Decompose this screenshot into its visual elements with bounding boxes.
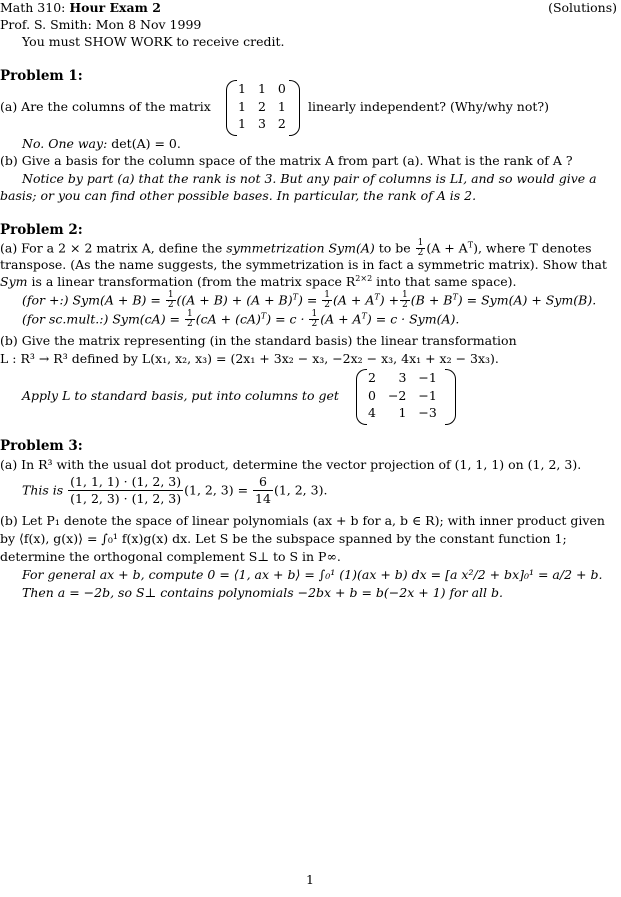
projection-den: (1, 2, 3) · (1, 2, 3) (70, 490, 182, 506)
p1-matrix-table (232, 80, 292, 133)
p3-b-answer-2: Then a = −2b, so S⊥ contains polynomials −2bx + b = b(−2x + 1) for all b. (22, 585, 503, 600)
sc-4: (A + A (320, 311, 362, 327)
p2-a-line1 (0, 239, 592, 259)
p1-a-answer-lead: No. One way: (22, 136, 108, 151)
half-num: 1 (187, 309, 193, 319)
p2-matrix-cell: 4 (368, 405, 376, 421)
p1-a-question-pre: (a) Are the columns of the matrix (0, 99, 211, 114)
p2-matrix-cell: 0 (368, 387, 376, 403)
p1-a-answer (22, 136, 181, 152)
half-num: 1 (167, 290, 174, 300)
problem-3-title: Problem 3: (0, 438, 83, 454)
p3-b-line2: by ⟨f(x), g(x)⟩ = ∫₀¹ f(x)g(x) dx. Let S be the subspace spanned by the constant function 1; (0, 531, 567, 546)
half-den: 2 (417, 248, 424, 259)
p1-b-question: (b) Give a basis for the column space of the matrix A from part (a). What is the rank of A ? (0, 153, 573, 168)
half-fraction (185, 310, 195, 330)
transpose-sup: T (452, 292, 458, 302)
p2-a-line1-end: ), where T denotes (473, 240, 592, 256)
p2-b-answer: Apply L to standard basis, put into columns to get (22, 388, 339, 403)
sc-5: ) = c · Sym(A). (366, 311, 460, 327)
half-fraction (400, 291, 410, 311)
half-fraction (322, 291, 332, 311)
sc-2: (cA + (cA) (195, 311, 261, 327)
half-num: 1 (324, 290, 331, 300)
p3-b-line3: determine the orthogonal complement S⊥ to S in P∞. (0, 549, 341, 564)
p2-a-line1-text: (a) For a 2 × 2 matrix A, define the (0, 240, 223, 256)
half-fraction (416, 239, 426, 259)
p1-matrix-row (232, 98, 292, 116)
p1-matrix-cell: 0 (277, 81, 286, 96)
projection-fraction (68, 474, 183, 506)
p1-matrix-cell: 1 (238, 81, 246, 96)
half-fraction (309, 310, 319, 330)
p2-matrix-cell: 2 (368, 370, 376, 385)
p2-matrix-cell: −1 (418, 387, 437, 403)
half-den: 2 (187, 319, 193, 330)
p1-matrix-cell: 1 (238, 98, 246, 114)
professor-line: Prof. S. Smith: Mon 8 Nov 1999 (0, 17, 202, 32)
p1-a-answer-det: det(A) = 0. (111, 136, 181, 151)
transpose-sup: T (467, 240, 474, 250)
p1-matrix-cell: 2 (257, 98, 266, 114)
p2-b-line1: (b) Give the matrix representing (in the standard basis) the linear transformation (0, 333, 517, 348)
transpose-sup: T (361, 311, 367, 321)
plus-2: ((A + B) + (A + B) (176, 292, 293, 308)
p1-a-question (0, 99, 211, 115)
p2-matrix-cell: 3 (398, 370, 407, 385)
p2-b-line2: L : R³ → R³ defined by L(x₁, x₂, x₃) = (2x₁ + 3x₂ − x₃, −2x₂ − x₃, 4x₁ + x₂ − 3x₃). (0, 351, 499, 366)
p2-matrix-cell: −1 (418, 370, 437, 385)
p1-matrix-cell: 1 (238, 116, 246, 132)
p1-matrix-cell: 2 (277, 116, 286, 132)
solutions-label: (Solutions) (548, 0, 617, 15)
p3-b-answer-1: For general ax + b, compute 0 = ⟨1, ax + b⟩ = ∫₀¹ (1)(ax + b) dx = [a x²/2 + bx]₀¹ = a/2 + b. (22, 567, 603, 582)
p1-matrix-row (232, 80, 292, 98)
half-den: 2 (324, 300, 331, 311)
half-den: 2 (167, 300, 174, 311)
p3-b-line1: (b) Let P₁ denote the space of linear polynomials (ax + b for a, b ∈ R); with inner product given (0, 513, 605, 528)
p2-matrix-cell: −3 (418, 405, 437, 421)
p1-matrix-cell: 3 (257, 116, 266, 132)
p1-matrix-cell: 1 (277, 98, 286, 114)
half-num: 1 (417, 238, 424, 248)
ratio-num: 6 (253, 474, 273, 491)
p2-matrix-cell: −2 (387, 387, 407, 403)
plus-1: (for +:) Sym(A + B) = (22, 292, 161, 308)
projection-num: (1, 1, 1) · (1, 2, 3) (70, 474, 182, 489)
plus-5: ) + (379, 292, 400, 308)
p2-matrix-row (362, 404, 443, 422)
dim-sup: 2×2 (355, 274, 373, 283)
p2-matrix-cell: 1 (398, 405, 407, 421)
page-number: 1 (306, 872, 314, 887)
p2-a-line2: transpose. (As the name suggests, the symmetrization is in fact a symmetric matrix). Show that (0, 257, 607, 272)
p2-sym-word: Sym (0, 274, 28, 290)
transpose-sup: T (292, 292, 298, 302)
sc-1: (for sc.mult.:) Sym(cA) = (22, 311, 181, 327)
half-num: 1 (311, 309, 318, 319)
half-num: 1 (402, 290, 408, 300)
p3-a-question: (a) In R³ with the usual dot product, determine the vector projection of (1, 1, 1) on (1, 2, 3). (0, 457, 582, 472)
p3-a-mid: (1, 2, 3) = (184, 482, 249, 498)
plus-7: ) = Sym(A) + Sym(B). (457, 292, 597, 308)
p2-a-line3 (0, 274, 516, 290)
transpose-sup: T (260, 311, 267, 321)
p3-a-lead: This is (22, 482, 64, 498)
p2-additivity (22, 291, 596, 311)
instructions: You must SHOW WORK to receive credit. (22, 34, 285, 49)
plus-6: (B + B (410, 292, 453, 308)
exam-header (0, 0, 161, 16)
course-label: Math 310: (0, 0, 66, 15)
problem-2-title: Problem 2: (0, 222, 83, 238)
p1-matrix-cell: 1 (257, 81, 266, 96)
problem-1-title: Problem 1: (0, 68, 83, 84)
half-fraction (166, 291, 176, 311)
p1-b-answer-line1: Notice by part (a) that the rank is not 3. But any pair of columns is LI, and so would give a (22, 171, 597, 186)
p2-a-line3-end: into that same space). (376, 274, 517, 290)
plus-3: ) = (297, 292, 318, 308)
ratio-fraction (253, 474, 273, 506)
p2-matrix-table (362, 369, 443, 422)
p1-matrix-row (232, 115, 292, 133)
p2-a-to-be: to be (378, 240, 411, 256)
sc-3: ) = c · (266, 311, 305, 327)
p1-a-question-post: linearly independent? (Why/why not?) (308, 99, 549, 114)
p2-a-expr: (A + A (426, 240, 468, 256)
p2-matrix-row (362, 369, 443, 387)
plus-4: (A + A (333, 292, 375, 308)
p2-scalar-mult (22, 310, 459, 330)
p1-matrix (226, 80, 300, 136)
p2-a-line3-text: is a linear transformation (from the matrix space R (31, 274, 356, 290)
p2-a-sym-term: symmetrization Sym(A) (226, 240, 375, 256)
p3-a-end: (1, 2, 3). (273, 482, 328, 498)
p1-b-answer-line2: basis; or you can find other possible bases. In particular, the rank of A is 2. (0, 188, 477, 203)
p3-a-answer (22, 474, 327, 506)
transpose-sup: T (374, 292, 380, 302)
p2-matrix (356, 369, 456, 425)
p2-matrix-row (362, 387, 443, 405)
half-den: 2 (311, 319, 318, 330)
half-den: 2 (402, 300, 408, 311)
exam-title: Hour Exam 2 (69, 0, 161, 15)
ratio-den: 14 (255, 490, 271, 506)
